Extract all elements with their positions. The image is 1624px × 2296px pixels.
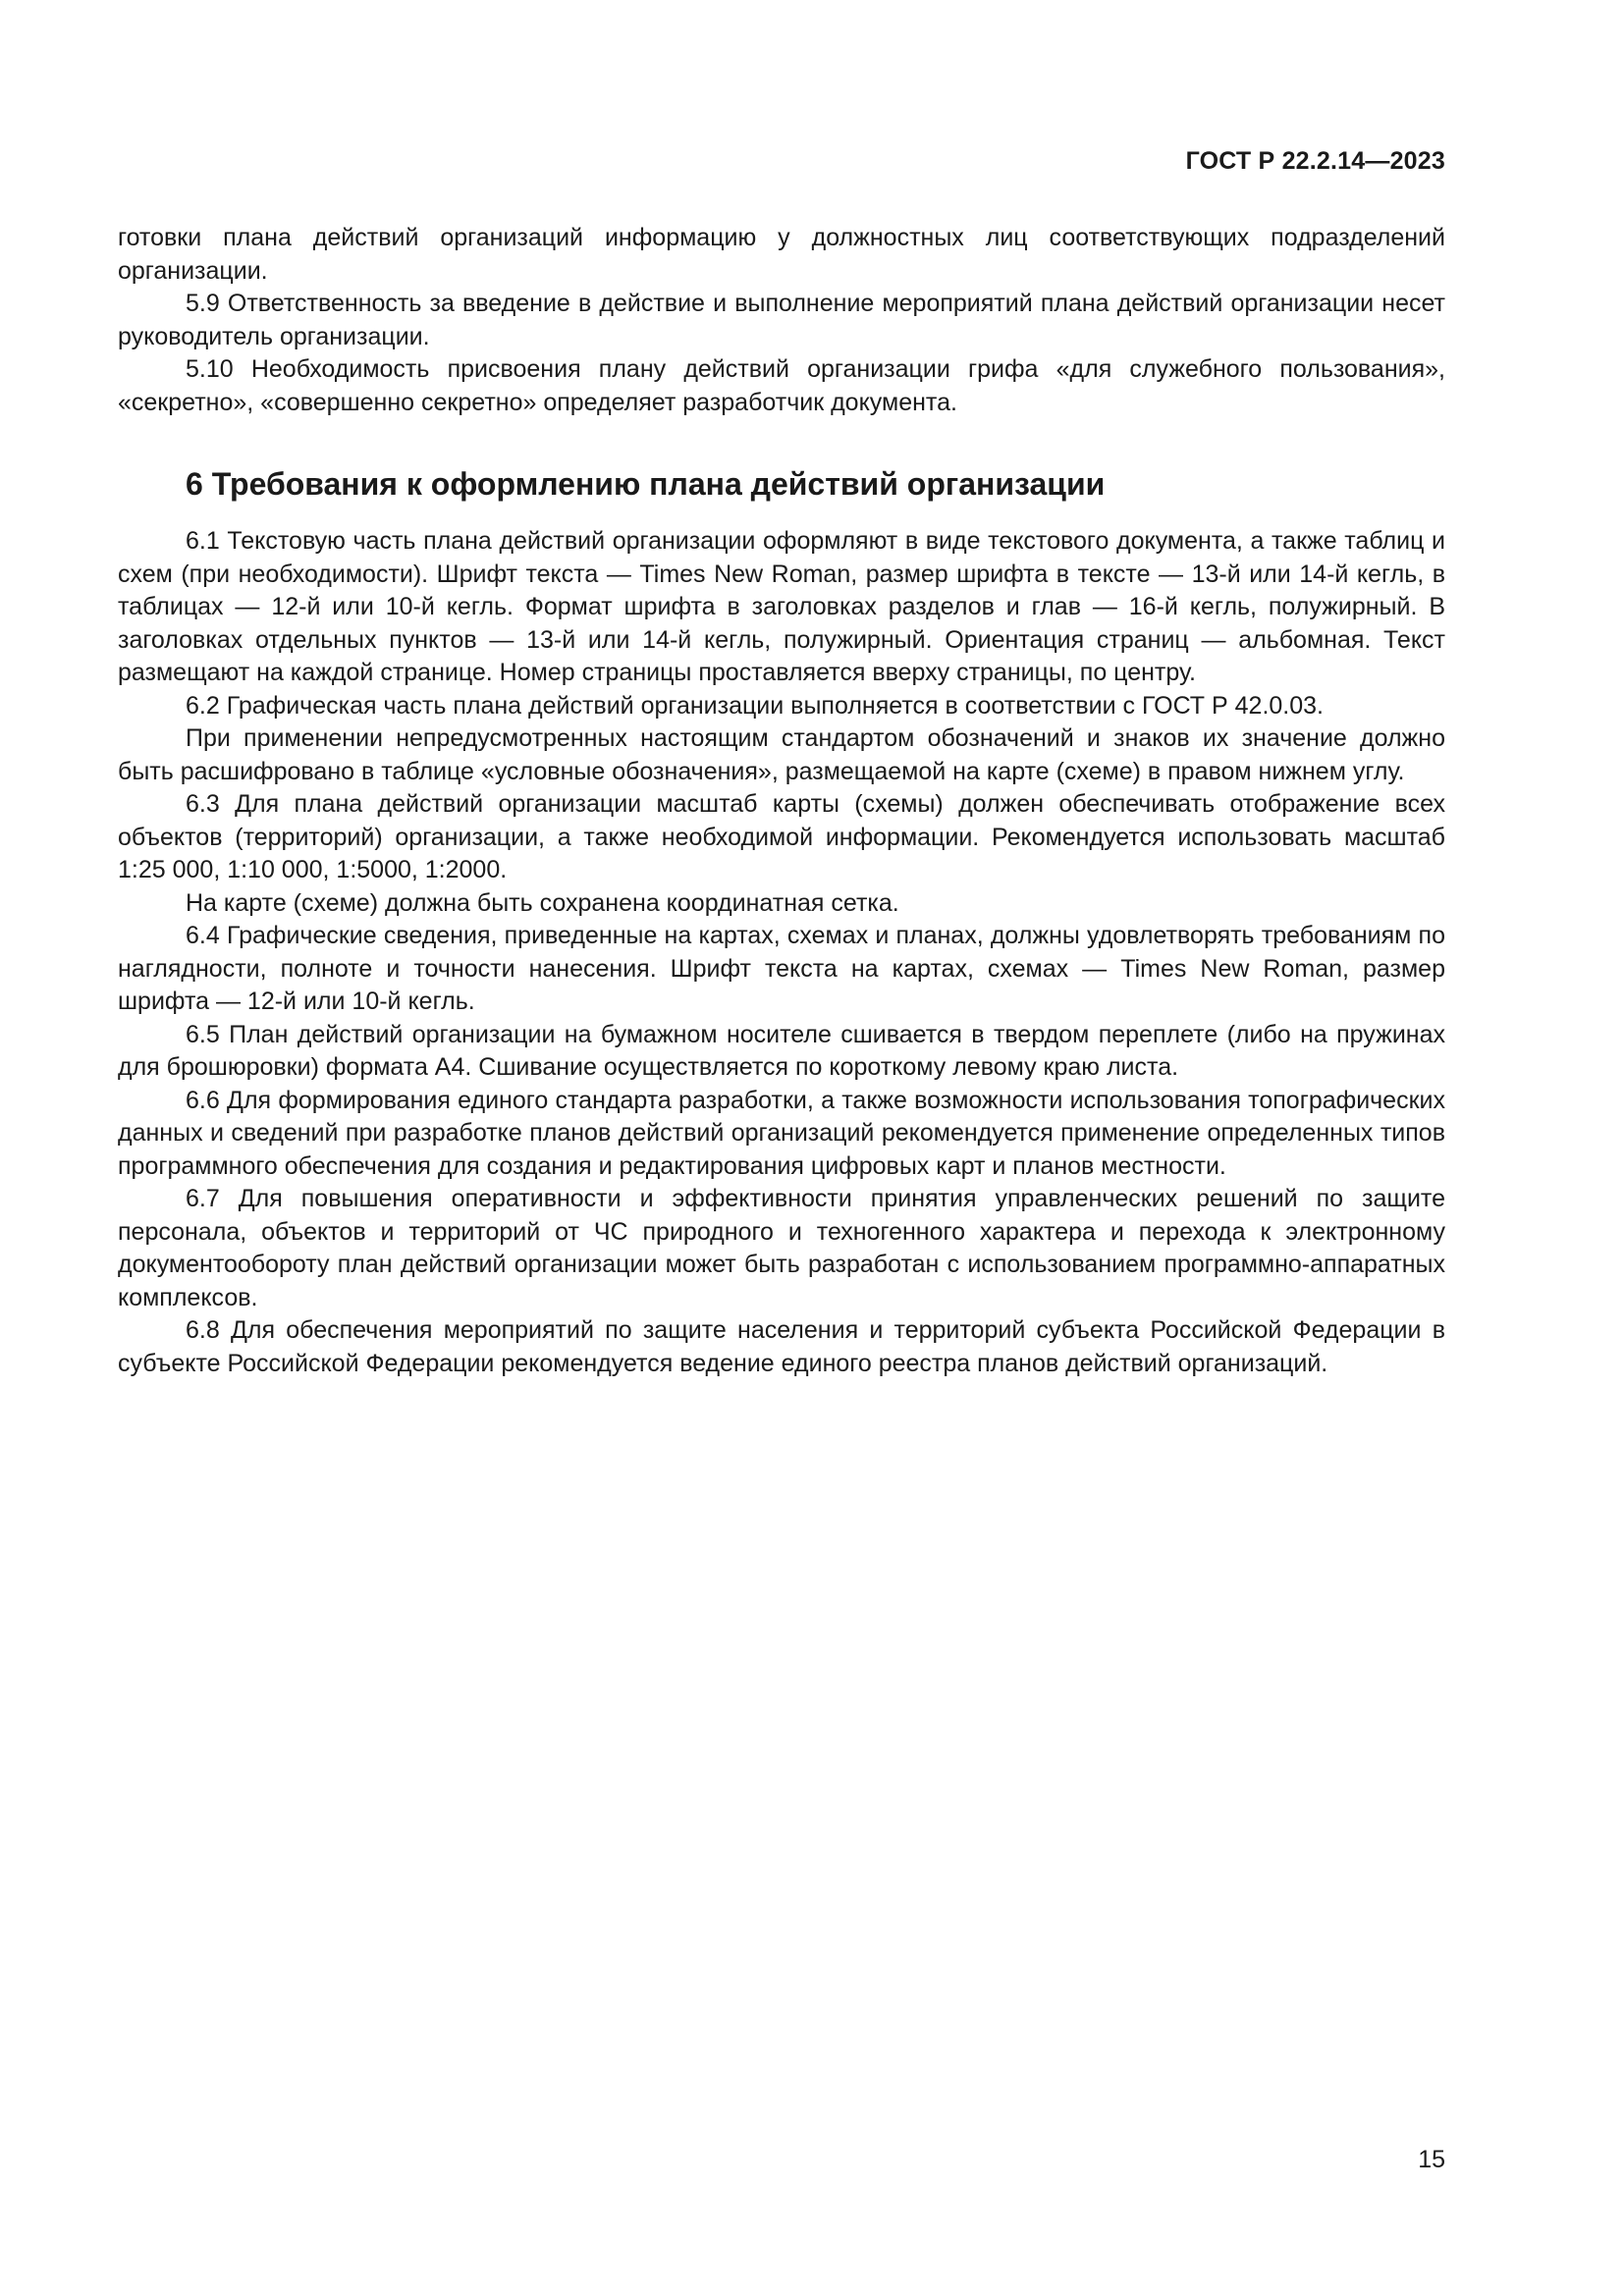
paragraph-6-3: 6.3 Для плана действий организации масштаб карты (схемы) должен обеспечивать отображение всех объектов (территорий) организации, а также необходимой информации. Рекомендуется использовать масштаб 1:25 000, 1:10 000, 1:5000, 1:2000.: [118, 790, 1445, 883]
paragraph-6-2: 6.2 Графическая часть плана действий организации выполняется в соответствии с ГОСТ Р 42.0.03.: [186, 691, 1324, 720]
paragraph-6-1: 6.1 Текстовую часть плана действий организации оформляют в виде текстового документа, а также таблиц и схем (при необходимости). Шрифт текста — Times New Roman, размер шрифта в тексте — 13-й или 14-й кегль, в таблицах — 12-й или 10-й кегль. Формат шрифта в заголовках разделов и глав — 16-й кегль, полужирный. В заголовках отдельных пунктов — 13-й или 14-й кегль, полужирный. Ориентация страниц — альбомная. Текст размещают на каждой странице. Номер страницы проставляется вверху страницы, по центру.: [118, 527, 1445, 686]
paragraph-6-2-note: При применении непредусмотренных настоящим стандартом обозначений и знаков их значение должно быть расшифровано в таблице «условные обозначения», размещаемой на карте (схеме) в правом нижнем углу.: [118, 724, 1445, 785]
page-body: [118, 222, 1445, 1380]
section-6-heading: 6 Требования к оформлению плана действий организации: [186, 466, 1106, 502]
paragraph-5-9: 5.9 Ответственность за введение в действие и выполнение мероприятий плана действий организации несет руководитель организации.: [118, 290, 1445, 350]
paragraph-6-7: 6.7 Для повышения оперативности и эффективности принятия управленческих решений по защите персонала, объектов и территорий от ЧС природного и техногенного характера и перехода к электронному документообороту план действий организации может быть разработан с использованием программно-аппаратных комплексов.: [118, 1185, 1445, 1311]
page-number: 15: [1418, 2146, 1445, 2173]
paragraph-5-10: 5.10 Необходимость присвоения плану действий организации грифа «для служебного пользования», «секретно», «совершенно секретно» определяет разработчик документа.: [118, 355, 1445, 416]
paragraph-6-5: 6.5 План действий организации на бумажном носителе сшивается в твердом переплете (либо на пружинах для брошюровки) формата А4. Сшивание осуществляется по короткому левому краю листа.: [118, 1020, 1445, 1081]
paragraph-6-3-note: На карте (схеме) должна быть сохранена координатная сетка.: [186, 888, 899, 917]
paragraph-6-8: 6.8 Для обеспечения мероприятий по защите населения и территорий субъекта Российской Федерации в субъекте Российской Федерации рекомендуется ведение единого реестра планов действий организаций.: [118, 1316, 1445, 1377]
paragraph-6-4: 6.4 Графические сведения, приведенные на картах, схемах и планах, должны удовлетворять требованиям по наглядности, полноте и точности нанесения. Шрифт текста на картах, схемах — Times New Roman, размер шрифта — 12-й или 10-й кегль.: [118, 922, 1445, 1015]
paragraph-6-6: 6.6 Для формирования единого стандарта разработки, а также возможности использования топографических данных и сведений при разработке планов действий организаций рекомендуется применение определенных типов программного обеспечения для создания и редактирования цифровых карт и планов местности.: [118, 1086, 1445, 1180]
continuation-paragraph: готовки плана действий организаций информацию у должностных лиц соответствующих подразделений организации.: [118, 224, 1445, 285]
document-code-header: ГОСТ Р 22.2.14—2023: [1185, 147, 1445, 175]
